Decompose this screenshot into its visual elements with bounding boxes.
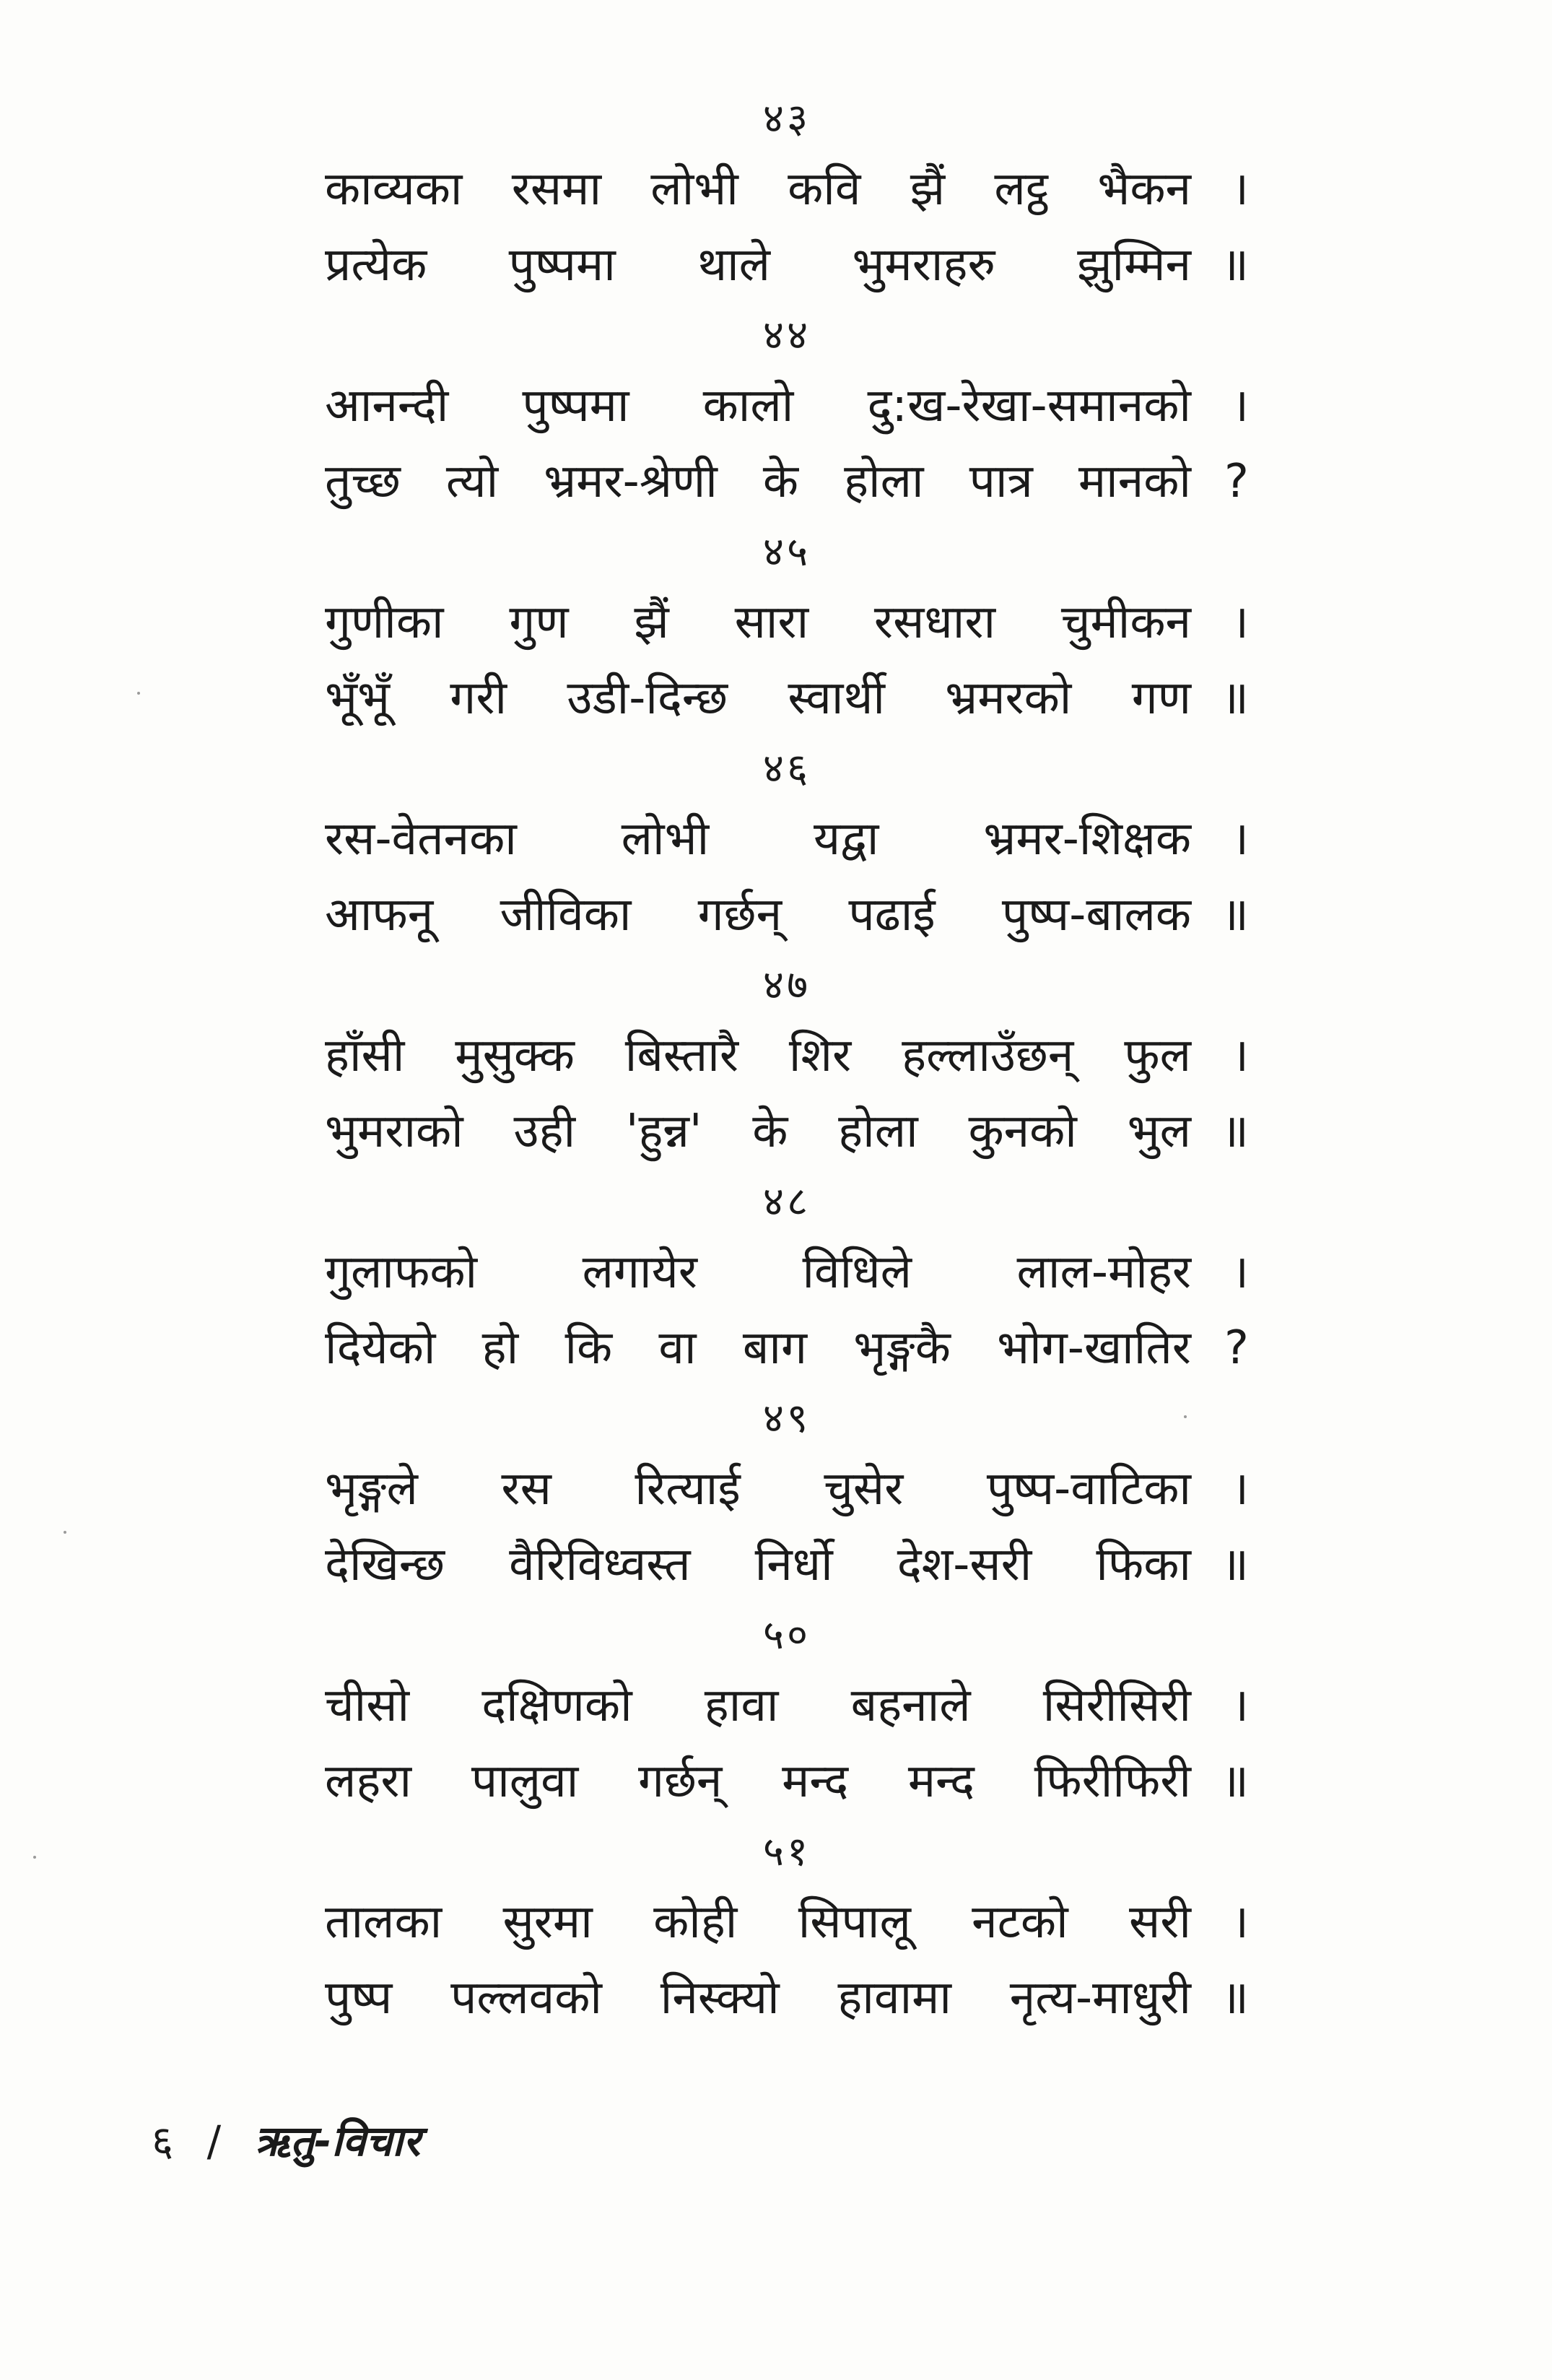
verse-line xyxy=(325,1885,1249,1960)
verse-number: ४५ xyxy=(762,529,811,576)
verse-number: ४८ xyxy=(762,1178,811,1225)
verse-line xyxy=(325,1451,1249,1527)
verse-line-text: दियेको हो कि वा बाग भृङ्गकै भोग-खातिर xyxy=(325,1321,1191,1375)
verse-line xyxy=(325,802,1249,877)
scan-speck xyxy=(137,692,140,695)
verse-line-text: देखिन्छ वैरिविध्वस्त निर्धो देश-सरी फिका xyxy=(325,1538,1191,1591)
verse-line xyxy=(325,152,1249,227)
verse-line-text: गुणीका गुण झैं सारा रसधारा चुमीकन xyxy=(325,596,1191,649)
verse-line xyxy=(325,368,1249,444)
verse-line-end-mark: । xyxy=(1231,1029,1249,1082)
verse-line xyxy=(325,227,1249,303)
verse-line-end-mark: ॥ xyxy=(1221,888,1249,942)
verse-line-text: तुच्छ त्यो भ्रमर-श्रेणी के होला पात्र मानको xyxy=(325,455,1191,508)
verse-line xyxy=(325,1311,1249,1386)
verse xyxy=(325,953,1249,1170)
verse xyxy=(325,1820,1249,2036)
verse-number: ४४ xyxy=(762,312,811,359)
verse-line-end-mark: । xyxy=(1231,1246,1249,1299)
verse xyxy=(325,1386,1249,1603)
verse-line-text: काव्यका रसमा लोभी कवि झैं लट्ठ भैकन xyxy=(325,162,1191,216)
verse-number: ४७ xyxy=(762,962,811,1009)
verse xyxy=(325,303,1249,520)
verse-line-end-mark: ॥ xyxy=(1221,672,1249,725)
verse-line-text: रस-वेतनका लोभी यद्वा भ्रमर-शिक्षक xyxy=(325,812,1191,866)
verse-line-end-mark: ॥ xyxy=(1221,1105,1249,1158)
scan-speck xyxy=(1184,1415,1187,1418)
verse-line xyxy=(325,1018,1249,1094)
verse-line-end-mark: । xyxy=(1231,162,1249,216)
verse-line-text: प्रत्येक पुष्पमा थाले भुमराहरु झुम्मिन xyxy=(325,238,1191,292)
verse-line xyxy=(325,1744,1249,1820)
verse-line-end-mark: ॥ xyxy=(1221,1755,1249,1808)
verse-number: ५० xyxy=(762,1612,811,1659)
verse-line xyxy=(325,444,1249,520)
verse-line-end-mark: । xyxy=(1231,812,1249,866)
page-number: ६ xyxy=(152,2116,174,2166)
verse-line xyxy=(325,585,1249,661)
verse-line-text: हाँसी मुसुक्क बिस्तारै शिर हल्लाउँछन् फुल xyxy=(325,1029,1191,1082)
verse-line-text: चीसो दक्षिणको हावा बहनाले सिरीसिरी xyxy=(325,1679,1191,1732)
verse-line-end-mark: ? xyxy=(1224,1321,1249,1375)
verse-line xyxy=(325,661,1249,737)
verse-list xyxy=(325,87,1249,2036)
verse-line xyxy=(325,1960,1249,2036)
verse-line-text: भूँभूँ गरी उडी-दिन्छ स्वार्थी भ्रमरको गण xyxy=(325,672,1191,725)
book-title: ऋतु-विचार xyxy=(254,2116,421,2166)
verse-line-end-mark: ? xyxy=(1224,455,1249,508)
scan-speck xyxy=(64,1531,66,1534)
verse xyxy=(325,737,1249,953)
verse-line-end-mark: ॥ xyxy=(1221,1971,1249,2025)
verse-line xyxy=(325,1235,1249,1311)
verse-line-end-mark: । xyxy=(1231,596,1249,649)
scan-speck xyxy=(33,1856,36,1859)
verse-line-text: आनन्दी पुष्पमा कालो दु:ख-रेखा-समानको xyxy=(325,379,1191,433)
verse-line xyxy=(325,1668,1249,1744)
verse xyxy=(325,87,1249,303)
verse xyxy=(325,1170,1249,1386)
verse xyxy=(325,1603,1249,1820)
verse-number: ४६ xyxy=(762,745,811,792)
verse-line-end-mark: ॥ xyxy=(1221,238,1249,292)
verse-line xyxy=(325,1094,1249,1170)
verse-line-text: लहरा पालुवा गर्छन् मन्द मन्द फिरीफिरी xyxy=(325,1755,1191,1808)
verse-line-end-mark: । xyxy=(1231,1462,1249,1516)
verse-line-text: पुष्प पल्लवको निस्क्यो हावामा नृत्य-माधुरी xyxy=(325,1971,1191,2025)
verse-number: ४३ xyxy=(762,95,811,142)
verse-line xyxy=(325,1527,1249,1603)
verse-line-end-mark: । xyxy=(1231,379,1249,433)
verse-line-text: आफनू जीविका गर्छन् पढाई पुष्प-बालक xyxy=(325,888,1191,942)
verse-line-text: गुलाफको लगायेर विधिले लाल-मोहर xyxy=(325,1246,1191,1299)
verse-number: ४९ xyxy=(762,1395,811,1442)
verse-line-end-mark: ॥ xyxy=(1221,1538,1249,1591)
verse-line-end-mark: । xyxy=(1231,1895,1249,1949)
verse-number: ५१ xyxy=(762,1828,811,1875)
verse-line-end-mark: । xyxy=(1231,1679,1249,1732)
verse-line-text: तालका सुरमा कोही सिपालू नटको सरी xyxy=(325,1895,1191,1949)
verse-line xyxy=(325,877,1249,953)
verse xyxy=(325,520,1249,737)
footer-separator: / xyxy=(206,2116,222,2166)
page-footer xyxy=(152,2112,420,2170)
verse-line-text: भृङ्गले रस रित्याई चुसेर पुष्प-वाटिका xyxy=(325,1462,1191,1516)
verse-line-text: भुमराको उही 'हुन्न' के होला कुनको भुल xyxy=(325,1105,1191,1158)
